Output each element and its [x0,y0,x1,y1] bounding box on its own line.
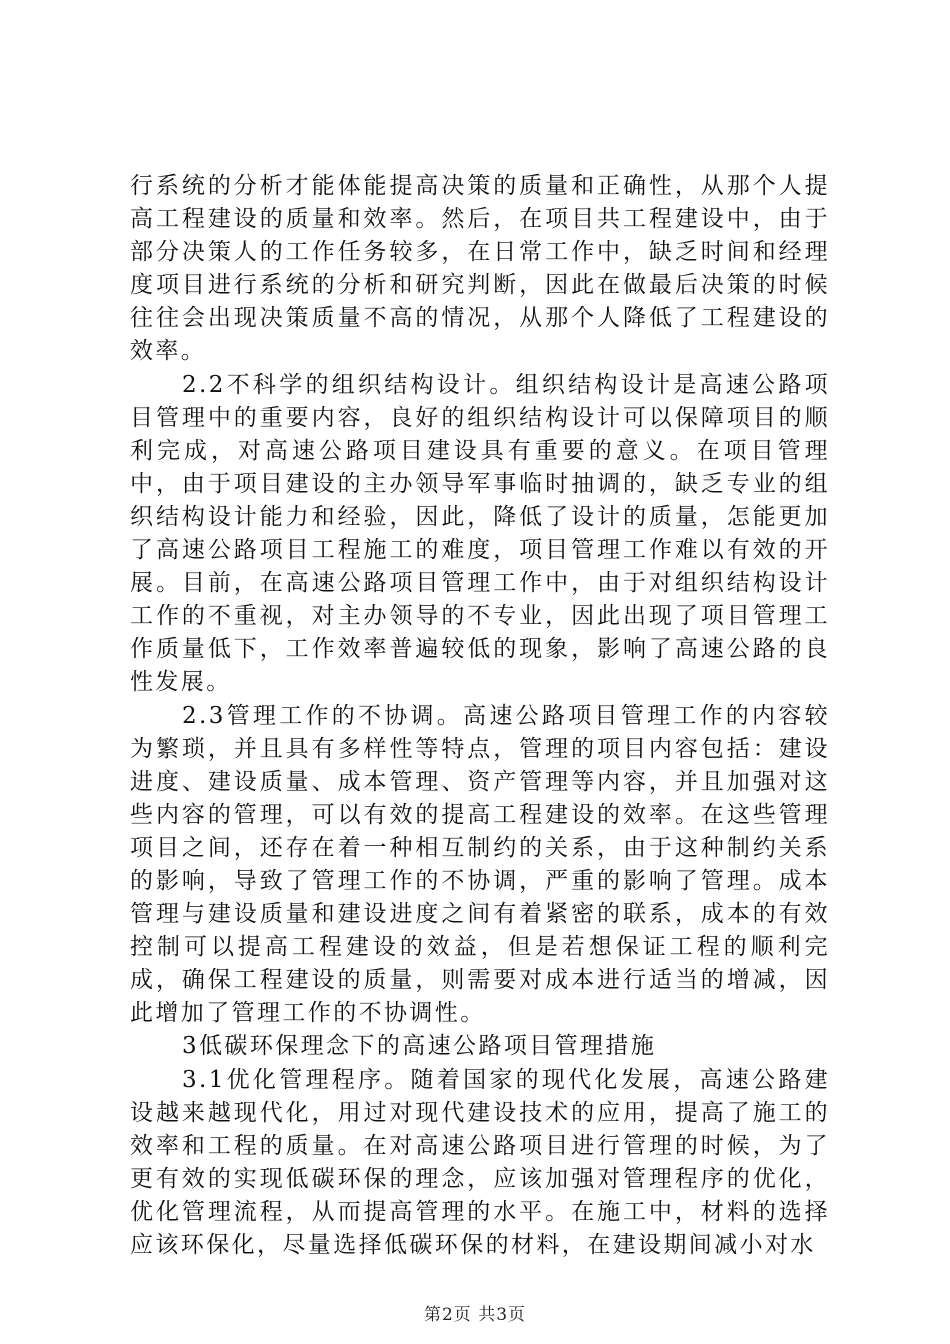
page-number-footer: 第2页 共3页 [423,1305,527,1325]
document-body [130,170,830,1262]
paragraph-continuation: 行系统的分析才能体能提高决策的质量和正确性，从那个人提高工程建设的质量和效率。然后，在项目共工程建设中，由于部分决策人的工作任务较多，在日常工作中，缺乏时间和经理度项目进行系统的分析和研究判断，因此在做最后决策的时候往往会出现决策质量不高的情况，从那个人降低了工程建设的效率。 [130,173,830,365]
paragraph-2-2: 2.2不科学的组织结构设计。组织结构设计是高速公路项目管理中的重要内容，良好的组织结构设计可以保障项目的顺利完成，对高速公路项目建设具有重要的意义。在项目管理中，由于项目建设的主办领导军事临时抽调的，缺乏专业的组织结构设计能力和经验，因此，降低了设计的质量，怎能更加了高速公路项目工程施工的难度，项目管理工作难以有效的开展。目前，在高速公路项目管理工作中，由于对组织结构设计工作的不重视，对主办领导的不专业，因此出现了项目管理工作质量低下，工作效率普遍较低的现象，影响了高速公路的良性发展。 [130,371,830,696]
section-heading-3: 3低碳环保理念下的高速公路项目管理措施 [182,1033,657,1060]
paragraph-3-1: 3.1优化管理程序。随着国家的现代化发展，高速公路建设越来越现代化，用过对现代建设技术的应用，提高了施工的效率和工程的质量。在对高速公路项目进行管理的时候，为了更有效的实现低碳环保的理念，应该加强对管理程序的优化，优化管理流程，从而提高管理的水平。在施工中，材料的选择应该环保化，尽量选择低碳环保的材料，在建设期间减小对水 [130,1066,830,1258]
paragraph-2-3: 2.3管理工作的不协调。高速公路项目管理工作的内容较为繁琐，并且具有多样性等特点，管理的项目内容包括：建设进度、建设质量、成本管理、资产管理等内容，并且加强对这些内容的管理，可以有效的提高工程建设的效率。在这些管理项目之间，还存在着一种相互制约的关系，由于这种制约关系的影响，导致了管理工作的不协调，严重的影响了管理。成本管理与建设质量和建设进度之间有着紧密的联系，成本的有效控制可以提高工程建设的效益，但是若想保证工程的顺利完成，确保工程建设的质量，则需要对成本进行适当的增减，因此增加了管理工作的不协调性。 [130,702,830,1027]
